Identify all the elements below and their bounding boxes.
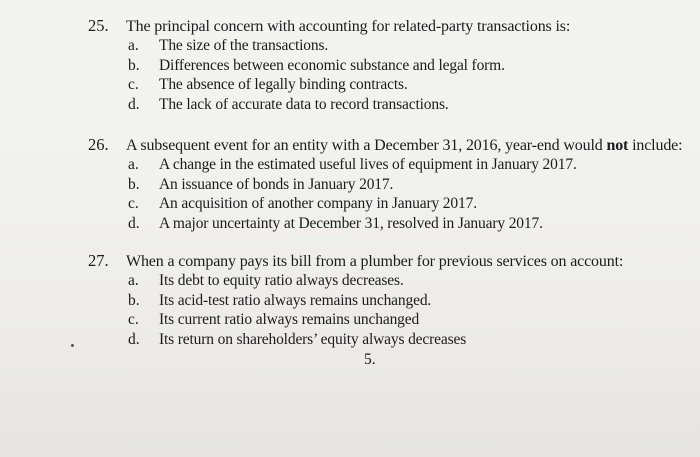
answer-option-b (88, 175, 688, 195)
option-letter: b. (128, 56, 140, 74)
option-text: An acquisition of another company in January 2017. (159, 195, 477, 212)
option-text: Its current ratio always remains unchanged (159, 311, 420, 328)
option-letter: b. (128, 175, 140, 193)
option-text: The size of the transactions. (159, 37, 329, 54)
option-text: A change in the estimated useful lives of equipment in January 2017. (159, 156, 577, 173)
question-text (126, 136, 682, 156)
question-text: The principal concern with accounting for related-party transactions is: (126, 18, 571, 35)
answer-option-a (88, 36, 688, 56)
answer-option-c (88, 310, 688, 330)
pen-dot-mark (71, 344, 74, 347)
question-text-end: include: (628, 137, 683, 154)
option-text: The lack of accurate data to record transactions. (159, 95, 449, 113)
question-stem (88, 16, 688, 36)
question-stem (88, 135, 688, 155)
option-text: The absence of legally binding contracts. (159, 76, 408, 93)
question-number: 25. (88, 16, 109, 35)
question-25 (88, 16, 688, 114)
page-number: 5. (364, 351, 376, 368)
option-letter: c. (128, 76, 139, 93)
option-text: Its acid-test ratio always remains unchanged. (159, 291, 432, 309)
option-text: Its debt to equity ratio always decreases. (159, 272, 404, 289)
option-letter: c. (128, 311, 139, 328)
option-letter: a. (128, 37, 139, 54)
option-text: A major uncertainty at December 31, resolved in January 2017. (159, 214, 543, 232)
option-letter: c. (128, 195, 139, 212)
answer-option-d (88, 95, 688, 115)
option-text: An issuance of bonds in January 2017. (159, 175, 394, 193)
option-letter: b. (128, 291, 140, 309)
option-letter: d. (128, 330, 140, 348)
option-letter: d. (128, 214, 140, 232)
answer-option-c (88, 75, 688, 95)
answer-option-a (88, 271, 688, 291)
answer-option-c (88, 194, 688, 214)
question-stem (88, 251, 688, 271)
answer-option-b (88, 56, 688, 76)
option-letter: a. (128, 156, 139, 173)
question-text: When a company pays its bill from a plumber for previous services on account: (126, 253, 624, 270)
option-letter: d. (128, 95, 140, 113)
question-number: 27. (88, 251, 109, 270)
option-text: Differences between economic substance and legal form. (159, 56, 505, 74)
question-27 (88, 251, 688, 349)
answer-option-b (88, 291, 688, 311)
option-text: Its return on shareholders’ equity always decreases (159, 330, 467, 348)
answer-option-d (88, 330, 688, 350)
question-number: 26. (88, 135, 109, 154)
emphasis-text: not (606, 137, 629, 154)
answer-option-a (88, 155, 688, 175)
answer-option-d (88, 214, 688, 234)
question-text-start: A subsequent event for an entity with a December 31, 2016, year-end would (126, 137, 607, 154)
option-letter: a. (128, 272, 139, 289)
question-26 (88, 135, 688, 233)
